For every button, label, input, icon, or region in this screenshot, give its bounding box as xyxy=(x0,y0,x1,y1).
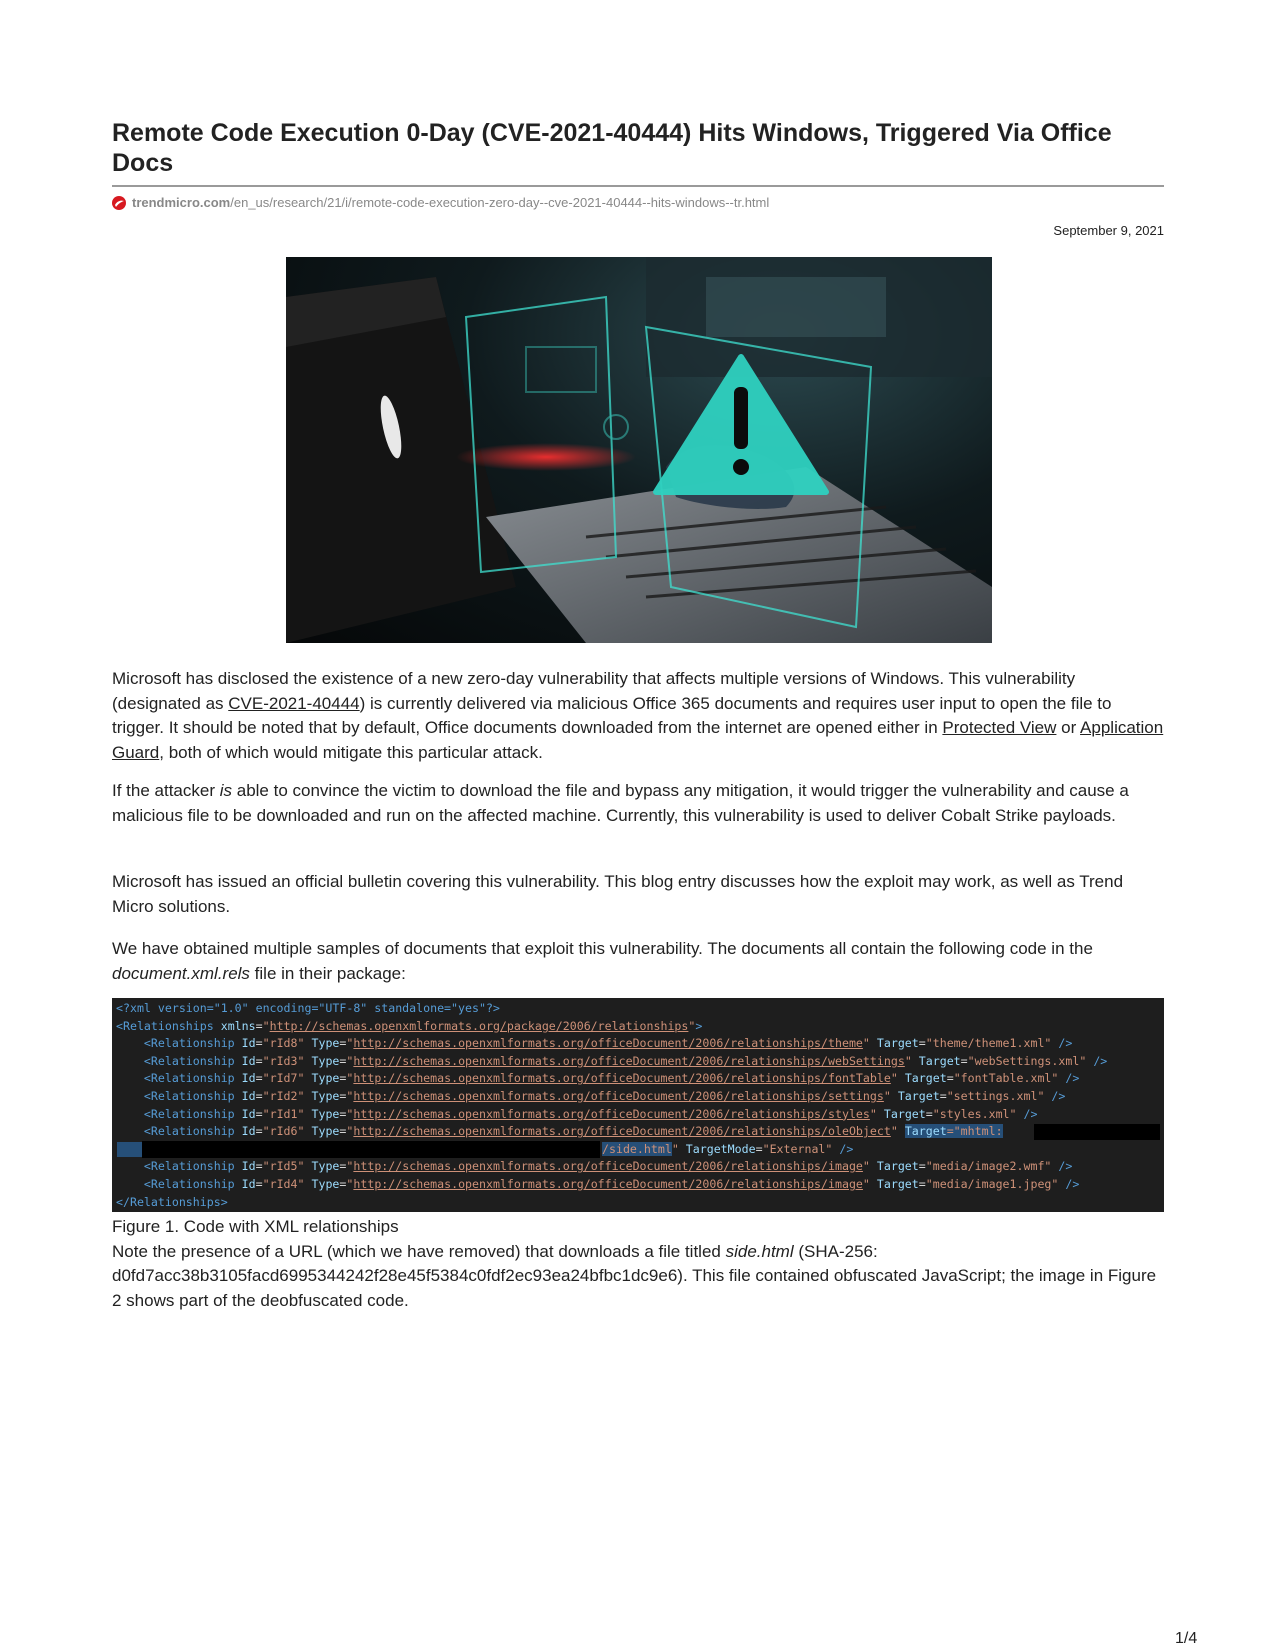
code-row-rid4: <Relationship Id="rId4" Type="http://schemas.openxmlformats.org/officeDocument/2006/relationships/image" Target="media/image1.jpeg" /> xyxy=(143,1176,1080,1191)
paragraph-3 xyxy=(112,870,1164,919)
title-divider xyxy=(112,185,1164,187)
xml-code-block xyxy=(112,998,1164,1212)
code-row-rid7: <Relationship Id="rId7" Type="http://schemas.openxmlformats.org/officeDocument/2006/relationships/fontTable" Target="fontTable.xml" /> xyxy=(143,1071,1080,1086)
article-title: Remote Code Execution 0-Day (CVE-2021-40444) Hits Windows, Triggered Via Office Docs xyxy=(112,119,1112,177)
side-html-filename: side.html xyxy=(725,1241,794,1261)
p1-text-b: ) is currently delivered via malicious Office 365 documents and requires user input to open the file to trigger. It should be noted that by default, Office documents downloaded from the internet are opened either in xyxy=(112,693,1112,737)
p2-text-b: able to convince the victim to download the file and bypass any mitigation, it would trigger the vulnerability and cause a malicious file to be downloaded and run on the affected machine. Currently, this vulnerability is used to deliver Cobalt Strike payloads. xyxy=(112,781,1129,825)
code-row-rid2: <Relationship Id="rId2" Type="http://schemas.openxmlformats.org/officeDocument/2006/relationships/settings" Target="settings.xml" /> xyxy=(143,1088,1066,1103)
figure-1-caption: Figure 1. Code with XML relationships xyxy=(112,1217,399,1236)
p2-text-a: If the attacker xyxy=(112,781,220,800)
hero-image xyxy=(286,257,992,643)
figure-caption-block xyxy=(112,1215,1164,1313)
p3-text: Microsoft has issued an official bulletin covering this vulnerability. This blog entry discusses how the exploit may work, as well as Trend Micro solutions. xyxy=(112,872,1124,916)
p1-text-c: or xyxy=(1056,718,1081,737)
redacted-url-part-2 xyxy=(142,1141,600,1158)
publish-date: September 9, 2021 xyxy=(1053,223,1164,238)
code-row-rid5: <Relationship Id="rId5" Type="http://schemas.openxmlformats.org/officeDocument/2006/relationships/image" Target="media/image2.wmf" /> xyxy=(143,1159,1073,1174)
paragraph-4 xyxy=(112,937,1164,986)
code-row-rid8: <Relationship Id="rId8" Type="http://schemas.openxmlformats.org/officeDocument/2006/relationships/theme" Target="theme/theme1.xml" /> xyxy=(143,1036,1073,1051)
code-row-rid3: <Relationship Id="rId3" Type="http://schemas.openxmlformats.org/officeDocument/2006/relationships/webSettings" Target="webSettings.xml" /> xyxy=(143,1053,1108,1068)
paragraph-5: Note the presence of a URL (which we have removed) that downloads a file titled side.html (SHA-256: d0fd7acc38b3105facd6995344242f28e45f5384c0fdf2ec93ea24bfbc1dc9e6). This file contained obfuscated JavaScript; the image in Figure 2 shows part of the deobfuscated code. xyxy=(112,1241,1157,1310)
p1-text-d: , both of which would mitigate this particular attack. xyxy=(159,742,543,762)
p2-emphasis: is xyxy=(219,781,233,800)
source-domain: trendmicro.com xyxy=(132,195,231,210)
trendmicro-logo-icon xyxy=(112,196,126,210)
page-number: 1/4 xyxy=(1175,1630,1198,1647)
p4-text-a: We have obtained multiple samples of documents that exploit this vulnerability. The documents all contain the following code in the xyxy=(112,939,1093,958)
application-guard-link[interactable]: Application Guard xyxy=(112,718,1164,762)
p4-text-b: file in their package: xyxy=(249,963,406,983)
cve-link[interactable]: CVE-2021-40444 xyxy=(228,693,360,713)
paragraph-2 xyxy=(112,779,1164,828)
code-row-oleobject: <Relationship Id="rId6" Type="http://schemas.openxmlformats.org/officeDocument/2006/relationships/oleObject" Target="mhtml: xyxy=(112,1123,1164,1141)
redacted-url-part-1 xyxy=(1034,1124,1160,1140)
p1-text-a: Microsoft has disclosed the existence of a new zero-day vulnerability that affects multiple versions of Windows. This vulnerability (designated as xyxy=(112,669,1076,713)
paragraph-1 xyxy=(112,667,1164,765)
source-path: /en_us/research/21/i/remote-code-execution-zero-day--cve-2021-40444--hits-windows--tr.html xyxy=(230,195,770,210)
relationships-close: </Relationships> xyxy=(116,1194,228,1209)
p4-filename: document.xml.rels xyxy=(112,963,250,983)
code-row-rid1: <Relationship Id="rId1" Type="http://schemas.openxmlformats.org/officeDocument/2006/relationships/styles" Target="styles.xml" /> xyxy=(143,1106,1038,1121)
xml-declaration: <?xml version="1.0" encoding="UTF-8" standalone="yes"?> xyxy=(116,1001,500,1015)
source-url[interactable] xyxy=(112,195,769,210)
code-row-oleobject-cont: /side.html" TargetMode="External" /> xyxy=(112,1141,1164,1159)
protected-view-link[interactable]: Protected View xyxy=(942,718,1057,737)
laptop-warning-illustration xyxy=(286,257,992,643)
relationships-open: <Relationships xmlns="http://schemas.openxmlformats.org/package/2006/relationships"> xyxy=(116,1018,703,1033)
